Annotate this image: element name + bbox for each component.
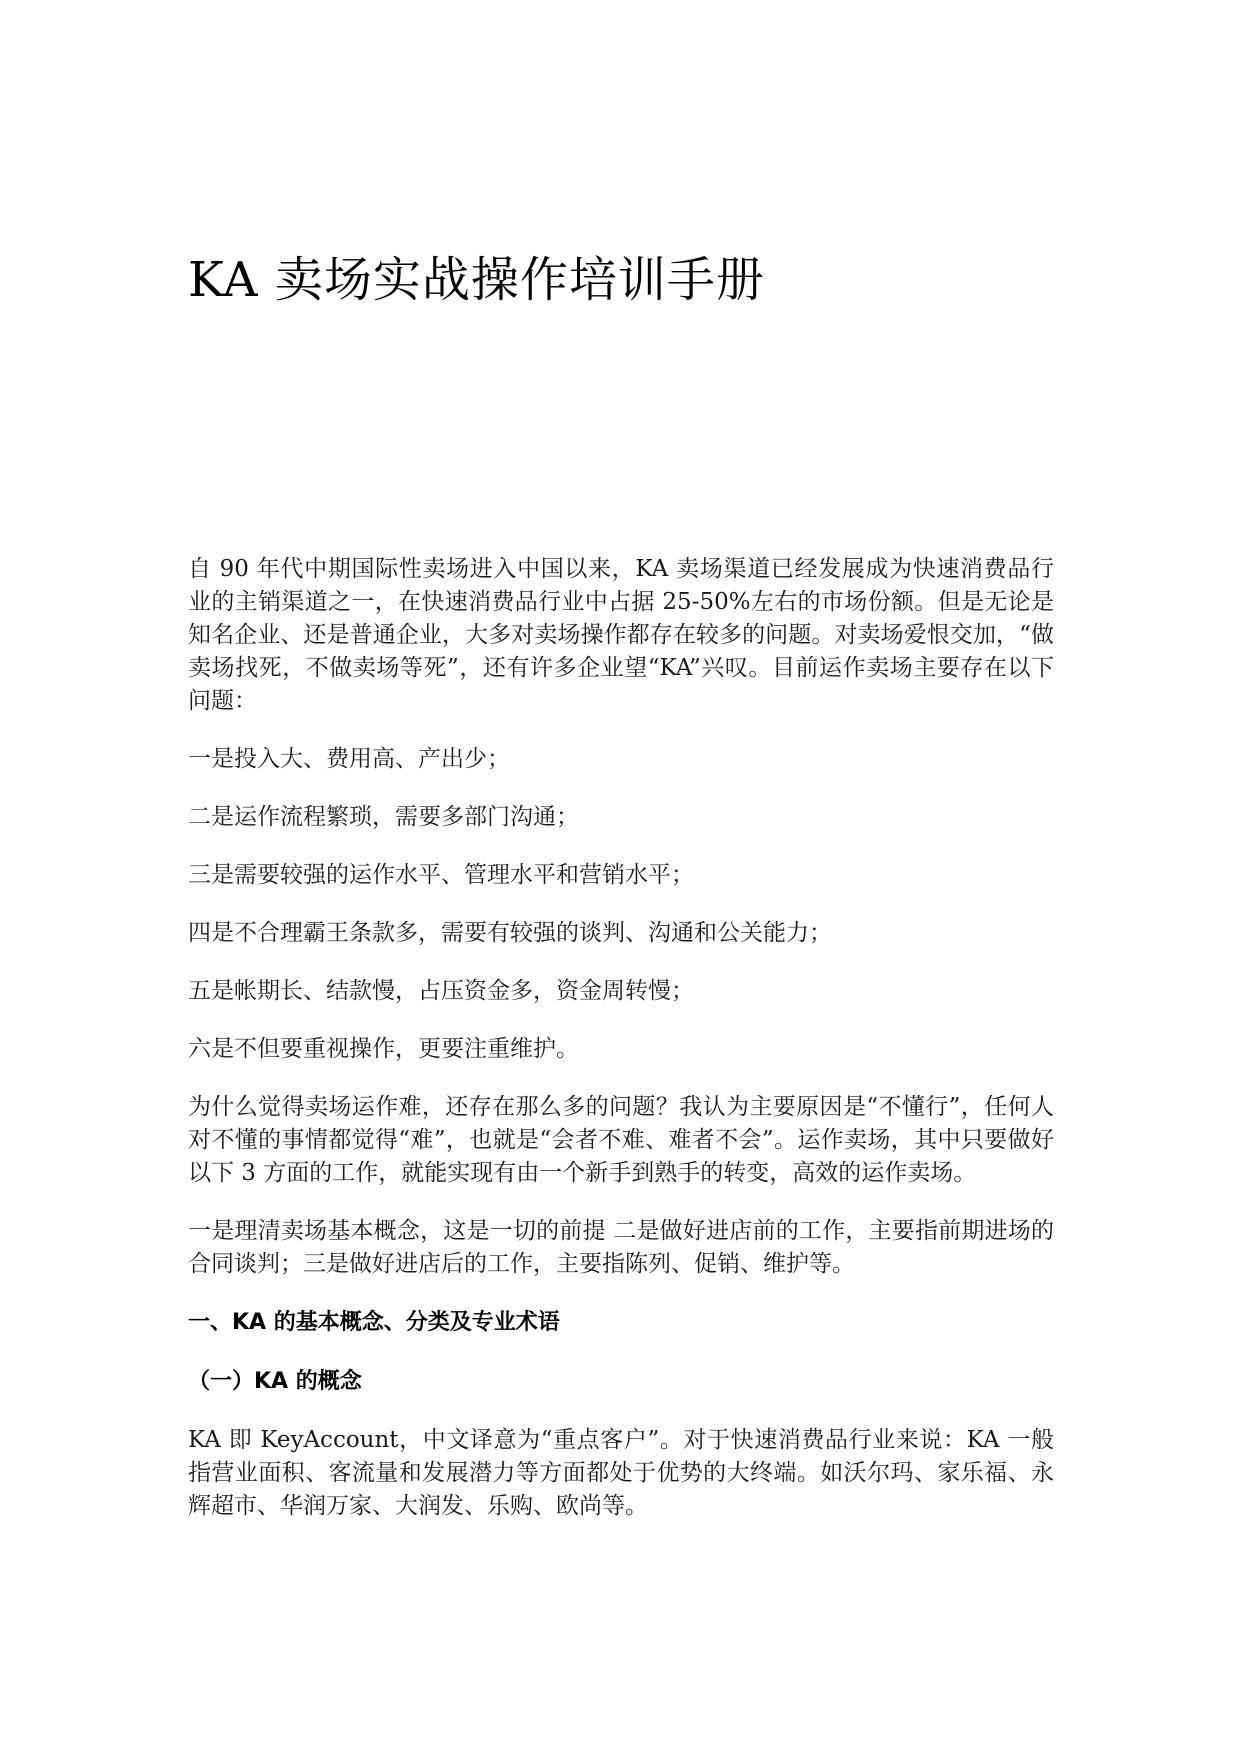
problem-item-6: 六是不但要重视操作，更要注重维护。 <box>188 1036 579 1062</box>
analysis-paragraph: 为什么觉得卖场运作难，还存在那么多的问题？我认为主要原因是“不懂行”，任何人对不懂的事情都觉得“难”，也就是“会者不难、难者不会”。运作卖场，其中只要做好以下 3 方面的工作，就能实现有由一个新手到熟手的转变，高效的运作卖场。 <box>188 1094 1054 1186</box>
intro-paragraph: 自 90 年代中期国际性卖场进入中国以来，KA 卖场渠道已经发展成为快速消费品行业的主销渠道之一，在快速消费品行业中占据 25-50%左右的市场份额。但是无论是知名企业、还是普通企业，大多对卖场操作都存在较多的问题。对卖场爱恨交加，“做卖场找死，不做卖场等死”，还有许多企业望“KA”兴叹。目前运作卖场主要存在以下问题： <box>188 556 1054 714</box>
problem-item-4: 四是不合理霸王条款多，需要有较强的谈判、沟通和公关能力； <box>188 920 832 946</box>
document-title: KA 卖场实战操作培训手册 <box>188 252 765 308</box>
problem-item-2: 二是运作流程繁琐，需要多部门沟通； <box>188 804 579 830</box>
definition-paragraph: KA 即 KeyAccount，中文译意为“重点客户”。对于快速消费品行业来说：KA 一般指营业面积、客流量和发展潜力等方面都处于优势的大终端。如沃尔玛、家乐福、永辉超市、华润万家、大润发、乐购、欧尚等。 <box>188 1427 1054 1519</box>
summary-paragraph: 一是理清卖场基本概念，这是一切的前提 二是做好进店前的工作，主要指前期进场的合同谈判；三是做好进店后的工作，主要指陈列、促销、维护等。 <box>188 1218 1054 1277</box>
problem-item-5: 五是帐期长、结款慢，占压资金多，资金周转慢； <box>188 978 694 1004</box>
section-heading: 一、KA 的基本概念、分类及专业术语 <box>188 1310 560 1335</box>
document-body <box>188 553 1054 1548</box>
problem-item-1: 一是投入大、费用高、产出少； <box>188 746 510 772</box>
problem-item-3: 三是需要较强的运作水平、管理水平和营销水平； <box>188 862 694 888</box>
subsection-heading: （一）KA 的概念 <box>188 1369 362 1394</box>
